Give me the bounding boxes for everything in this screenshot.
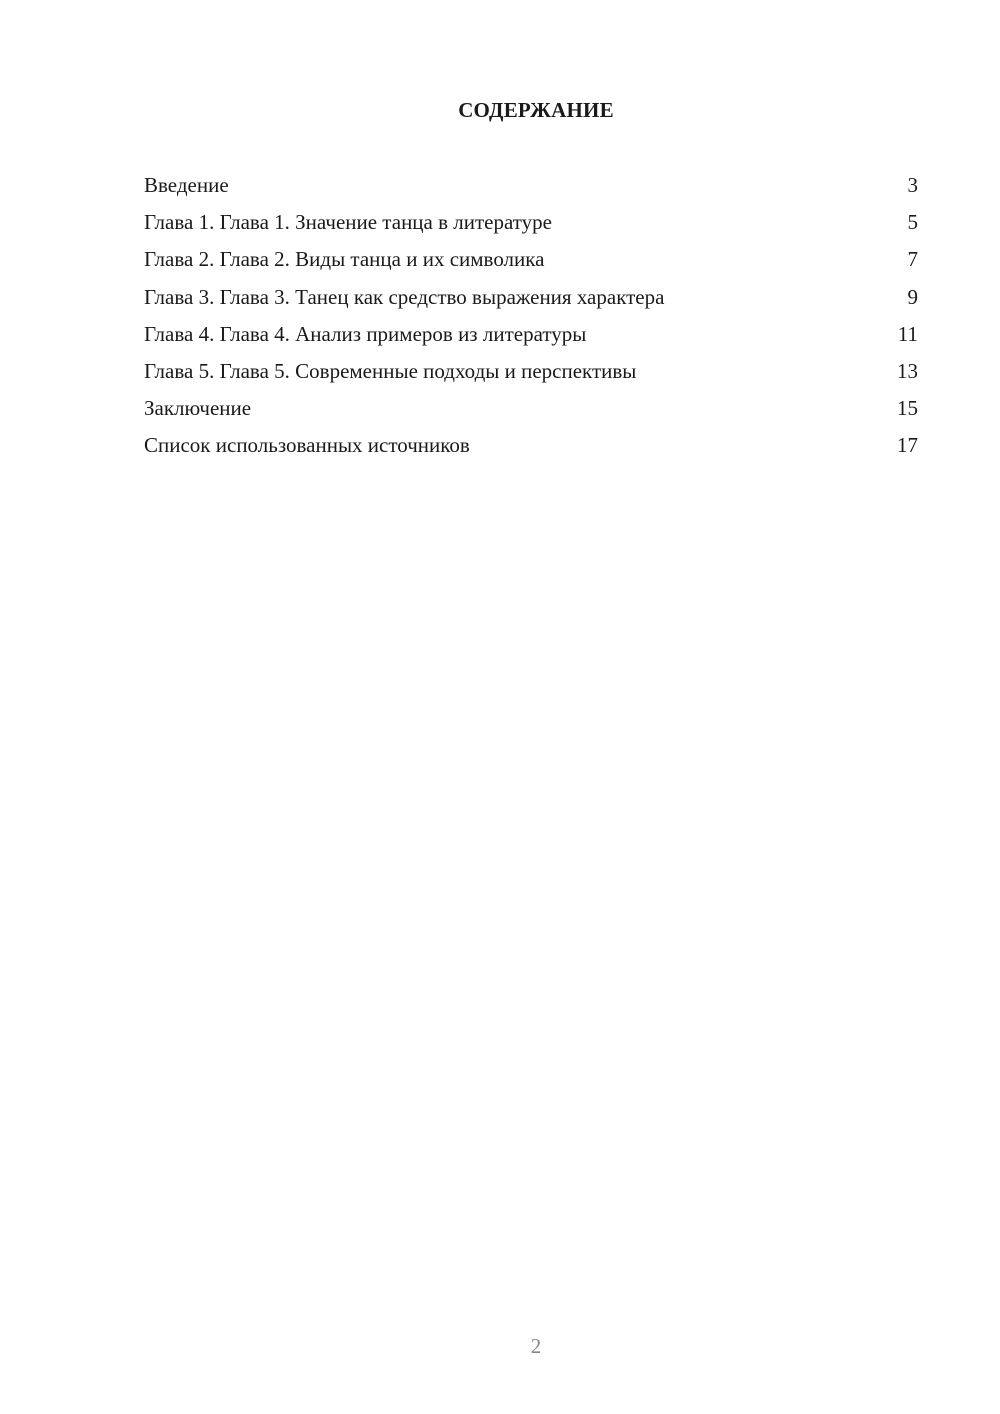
toc-entry-title: Глава 2. Глава 2. Виды танца и их символика: [144, 247, 545, 272]
toc-entry-title: Заключение: [144, 396, 252, 421]
toc-entry-title: Глава 1. Глава 1. Значение танца в литературе: [144, 210, 552, 235]
toc-entry-title: Глава 5. Глава 5. Современные подходы и перспективы: [144, 358, 637, 383]
toc-entry-chapter-1[interactable]: [144, 205, 918, 242]
toc-entry-chapter-4[interactable]: [144, 317, 918, 354]
page-number-footer: 2: [530, 1334, 542, 1358]
toc-entry-page-number: 11: [897, 321, 918, 346]
toc-entry-page-number: 5: [907, 210, 918, 235]
toc-entry-introduction[interactable]: [144, 168, 918, 205]
toc-entry-title: Список использованных источников: [144, 433, 470, 458]
toc-entry-references[interactable]: [144, 428, 918, 465]
toc-entry-page-number: 7: [907, 247, 918, 272]
toc-entry-page-number: 9: [907, 284, 918, 309]
toc-heading: СОДЕРЖАНИЕ: [458, 98, 614, 122]
toc-entry-page-number: 17: [897, 433, 918, 458]
toc-entry-title: Введение: [144, 173, 229, 197]
toc-entry-chapter-2[interactable]: [144, 242, 918, 279]
toc-entry-page-number: 15: [897, 396, 918, 421]
toc-entry-title: Глава 3. Глава 3. Танец как средство выражения характера: [144, 284, 665, 309]
toc-entry-chapter-3[interactable]: [144, 280, 918, 317]
toc-entry-title: Глава 4. Глава 4. Анализ примеров из литературы: [144, 321, 587, 346]
toc-entry-page-number: 13: [897, 358, 918, 383]
toc-entry-conclusion[interactable]: [144, 391, 918, 428]
toc-entry-page-number: 3: [907, 173, 918, 197]
toc-entry-chapter-5[interactable]: [144, 354, 918, 391]
table-of-contents: [144, 168, 918, 466]
